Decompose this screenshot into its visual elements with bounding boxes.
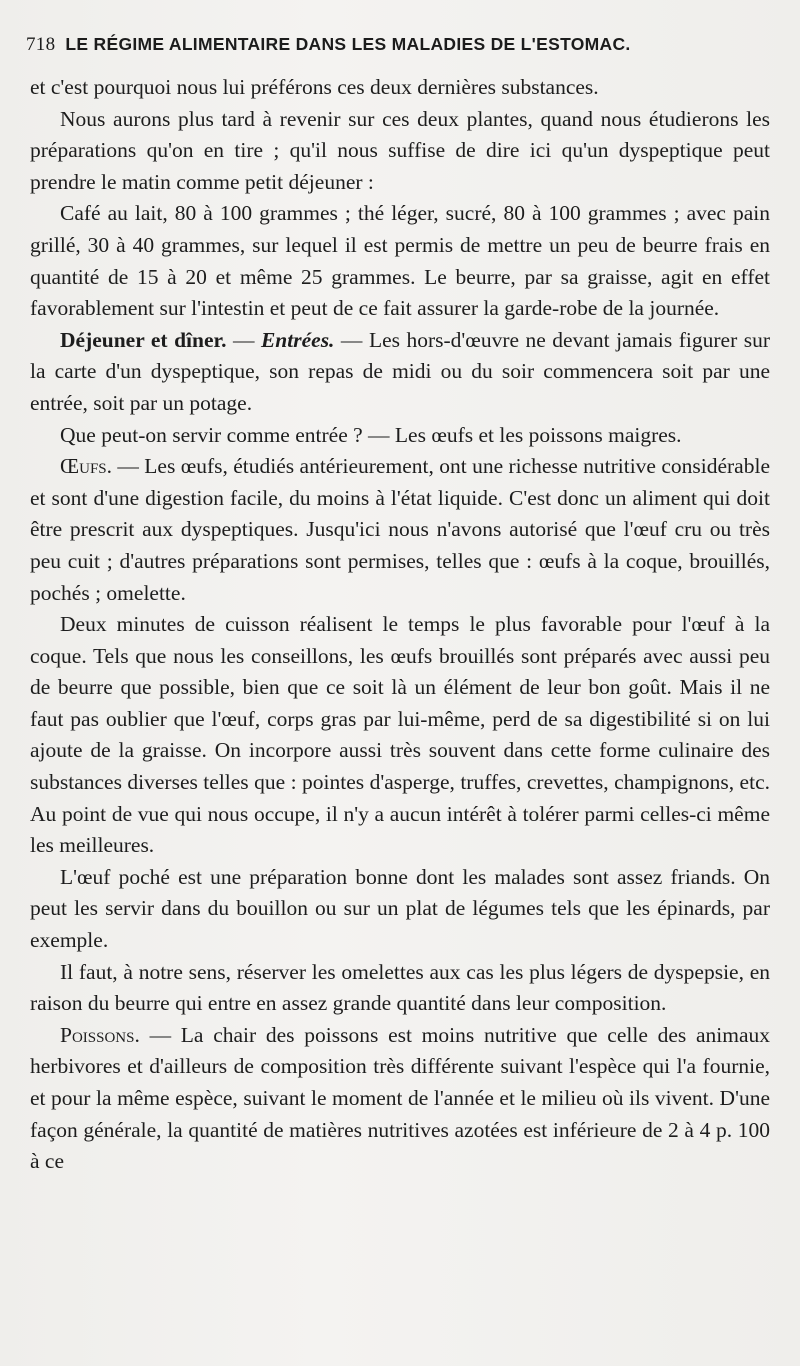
- paragraph-lead: Œufs.: [60, 454, 113, 479]
- paragraph-plants: [30, 104, 770, 199]
- paragraph-lead: Poissons.: [60, 1022, 140, 1047]
- paragraph-text: Nous aurons plus tard à revenir sur ces deux plantes, quand nous étudierons les préparations qu'on en tire ; qu'il nous suffise de dire ici qu'un dyspeptique peut prendre le matin comme petit déjeuner :: [30, 106, 770, 194]
- section-subheading: Entrées.: [260, 327, 335, 352]
- body-text: [30, 72, 770, 1178]
- paragraph-text: Il faut, à notre sens, réserver les omelettes aux cas les plus légers de dyspepsie, en raison du beurre qui entre en assez grande quantité dans leur composition.: [30, 959, 770, 1016]
- running-title: LE RÉGIME ALIMENTAIRE DANS LES MALADIES DE L'ESTOMAC.: [65, 34, 631, 54]
- running-header: [26, 34, 786, 58]
- paragraph-oeufs: [30, 451, 770, 609]
- paragraph-text: et c'est pourquoi nous lui préférons ces deux dernières substances.: [30, 75, 599, 99]
- paragraph-text: Que peut-on servir comme entrée ? — Les œufs et les poissons maigres.: [60, 422, 682, 447]
- page-number: 718: [26, 34, 56, 55]
- paragraph-text: L'œuf poché est une préparation bonne dont les malades sont assez friands. On peut les servir dans du bouillon ou sur un plat de légumes tels que les épinards, par exemple.: [30, 864, 770, 953]
- paragraph-omelettes: [30, 957, 770, 1020]
- heading-dash: —: [226, 327, 261, 352]
- paragraph-text: — Les œufs, étudiés antérieurement, ont une richesse nutritive considérable et sont d'une digestion facile, du moins à l'état liquide. C'est donc un aliment qui doit être prescrit aux dyspeptiques. Jusqu'ici nous n'avons autorisé que l'œuf cru ou très peu cuit ; d'autres préparations sont permises, telles que : œufs à la coque, brouillés, pochés ; omelette.: [30, 454, 770, 605]
- paragraph-cuisson: [30, 609, 770, 862]
- paragraph-text: Café au lait, 80 à 100 grammes ; thé léger, sucré, 80 à 100 grammes ; avec pain grillé, 30 à 40 grammes, sur lequel il est permis de mettre un peu de beurre frais en quantité de 15 à 20 et même 25 grammes. Le beurre, par sa graisse, agit en effet favorablement sur l'intestin et peut de ce fait assurer la garde-robe de la journée.: [30, 201, 770, 321]
- paragraph-oeuf-poche: [30, 862, 770, 957]
- paragraph-text: Les hors-d'œuvre ne devant jamais figurer sur la carte d'un dyspeptique, son repas de midi ou du soir commencera soit par une entrée, soit par un potage.: [30, 327, 771, 415]
- paragraph-text: — La chair des poissons est moins nutritive que celle des animaux herbivores et d'ailleurs de composition très différente suivant l'espèce qui l'a fournie, et pour la même espèce, suivant le moment de l'année et le milieu où ils vivent. D'une façon générale, la quantité de matières nutritives azotées est inférieure de 2 à 4 p. 100 à ce: [30, 1022, 770, 1174]
- paragraph-continuation: [30, 72, 770, 104]
- section-heading: Déjeuner et dîner.: [60, 327, 227, 352]
- paragraph-dejeuner-diner: [30, 325, 770, 420]
- paragraph-breakfast: [30, 198, 770, 324]
- heading-dash: —: [334, 327, 369, 352]
- paragraph-text: Deux minutes de cuisson réalisent le temps le plus favorable pour l'œuf à la coque. Tels que nous les conseillons, les œufs brouillés sont préparés avec aussi peu de beurre que possible, bien que ce soit là un élément de leur bon goût. Mais il ne faut pas oublier que l'œuf, corps gras par lui-même, perd de sa digestibilité si on lui ajoute de la graisse. On incorpore aussi très souvent dans cette forme culinaire des substances diverses telles que : pointes d'asperge, truffes, crevettes, champignons, etc. Au point de vue qui nous occupe, il n'y a aucun intérêt à tolérer parmi celles-ci même les meilleures.: [30, 612, 770, 858]
- paragraph-poissons: [30, 1020, 770, 1178]
- paragraph-question: [30, 420, 770, 452]
